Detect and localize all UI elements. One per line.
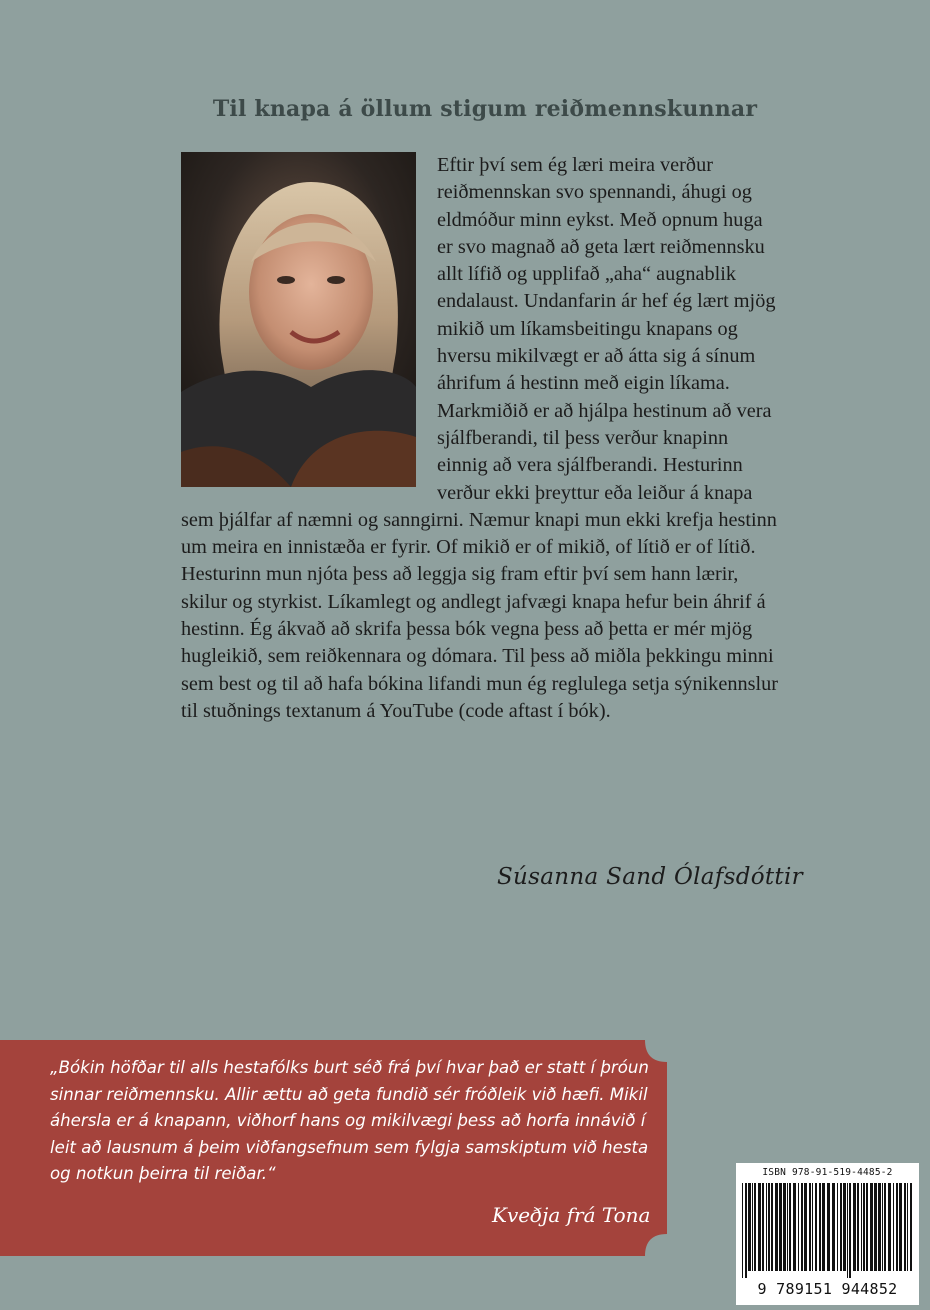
barcode-bar <box>771 1183 773 1271</box>
barcode-bar <box>840 1183 842 1271</box>
barcode-bar <box>798 1183 799 1271</box>
barcode-bar <box>882 1183 883 1271</box>
barcode-bar <box>783 1183 786 1271</box>
barcode-bar <box>832 1183 835 1271</box>
barcode-bar <box>861 1183 862 1271</box>
barcode-bar <box>793 1183 796 1271</box>
barcode-bar <box>827 1183 830 1271</box>
barcode-bar <box>822 1183 825 1271</box>
barcode-bar <box>815 1183 817 1271</box>
barcode-bar <box>809 1183 811 1271</box>
barcode-bar <box>893 1183 894 1271</box>
barcode-bar <box>837 1183 838 1271</box>
barcode-bar <box>804 1183 807 1271</box>
cover-heading: Til knapa á öllum stigum reiðmennskunnar <box>212 96 758 122</box>
description-text <box>181 152 781 725</box>
barcode-bar <box>775 1183 778 1271</box>
quote-author: Kveðja frá Tona <box>492 1203 651 1227</box>
barcode-bar <box>857 1183 859 1271</box>
barcode-bar <box>910 1183 912 1271</box>
barcode-bar <box>896 1183 898 1271</box>
author-signature: Súsanna Sand Ólafsdóttir <box>497 864 803 890</box>
barcode-bar <box>849 1183 851 1278</box>
barcode-bar <box>752 1183 753 1271</box>
isbn-label: ISBN 978-91-519-4485-2 <box>762 1167 893 1178</box>
barcode-bar <box>847 1183 848 1278</box>
barcode-bar <box>870 1183 873 1271</box>
barcode-bar <box>787 1183 788 1271</box>
barcode <box>736 1163 919 1305</box>
barcode-bar <box>863 1183 865 1271</box>
barcode-bar <box>789 1183 791 1271</box>
barcode-digits: 9 789151 944852 <box>757 1280 898 1298</box>
barcode-bar <box>768 1183 770 1271</box>
barcode-bar <box>899 1183 902 1271</box>
description-body: Eftir því sem ég læri meira verður reiðmennskan svo spennandi, áhugi og eldmóður minn eykst. Með opnum huga er svo magnað að geta lært reiðmennsku allt lífið og upplifað „aha“ augnablik endalaust. Undanfarin ár hef ég lært mjög mikið um líkamsbeitingu knapans og hversu mikilvægt er að átta sig á sínum áhrifum á hestinn með eigin líkama. Markmiðið er að hjálpa hestinum að vera sjálfberandi, til þess verður knapinn einnig að vera sjálfberandi. Hesturinn verður ekki þreyttur eða leiður á knapa sem þjálfar af næmni og sanngirni. Næmur knapi mun ekki krefja hestinn um meira en innistæða er fyrir. Of mikið er of mikið, of lítið er of lítið. Hesturinn mun njóta þess að leggja sig fram eftir því sem hann lærir, skilur og styrkist. Líkamlegt og andlegt jafvægi knapa hefur bein áhrif á hestinn. Ég ákvað að skrifa þessa bók vegna þess að þetta er mér mjög hugleikið, sem reiðkennara og dómara. Til þess að miðla þekkingu minni sem best og til að hafa bókina lifandi mun ég reglulega setja sýnikennslur til stuðnings textanum á YouTube (code aftast í bók). <box>181 154 779 722</box>
barcode-bar <box>812 1183 813 1271</box>
barcode-bar <box>853 1183 856 1271</box>
barcode-bar <box>758 1183 761 1271</box>
photo-wrap-spacer <box>181 152 437 504</box>
barcode-bar <box>762 1183 764 1271</box>
barcode-bar <box>779 1183 782 1271</box>
barcode-bar <box>754 1183 756 1271</box>
barcode-bar <box>843 1183 846 1271</box>
barcode-bar <box>904 1183 906 1271</box>
barcode-bar <box>866 1183 868 1271</box>
barcode-bar <box>874 1183 877 1271</box>
barcode-bar <box>907 1183 908 1271</box>
barcode-bar <box>801 1183 803 1271</box>
barcode-bars <box>742 1183 913 1278</box>
barcode-bar <box>819 1183 821 1271</box>
barcode-bar <box>878 1183 881 1271</box>
barcode-bar <box>742 1183 743 1278</box>
barcode-bar <box>745 1183 747 1278</box>
quote-text: „Bókin höfðar til alls hestafólks burt séð frá því hvar það er statt í þróun sinnar reiðmennsku. Allir ættu að geta fundið sér fróðleik við hæfi. Mikil áhersla er á knapann, viðhorf hans og mikilvægi þess að horfa innávið í leit að lausnum á þeim viðfangsefnum sem fylgja samskiptum við hesta og notkun þeirra til reiðar.“ <box>50 1058 649 1183</box>
barcode-bar <box>766 1183 767 1271</box>
barcode-bar <box>884 1183 886 1271</box>
barcode-bar <box>888 1183 891 1271</box>
barcode-bar <box>748 1183 751 1271</box>
